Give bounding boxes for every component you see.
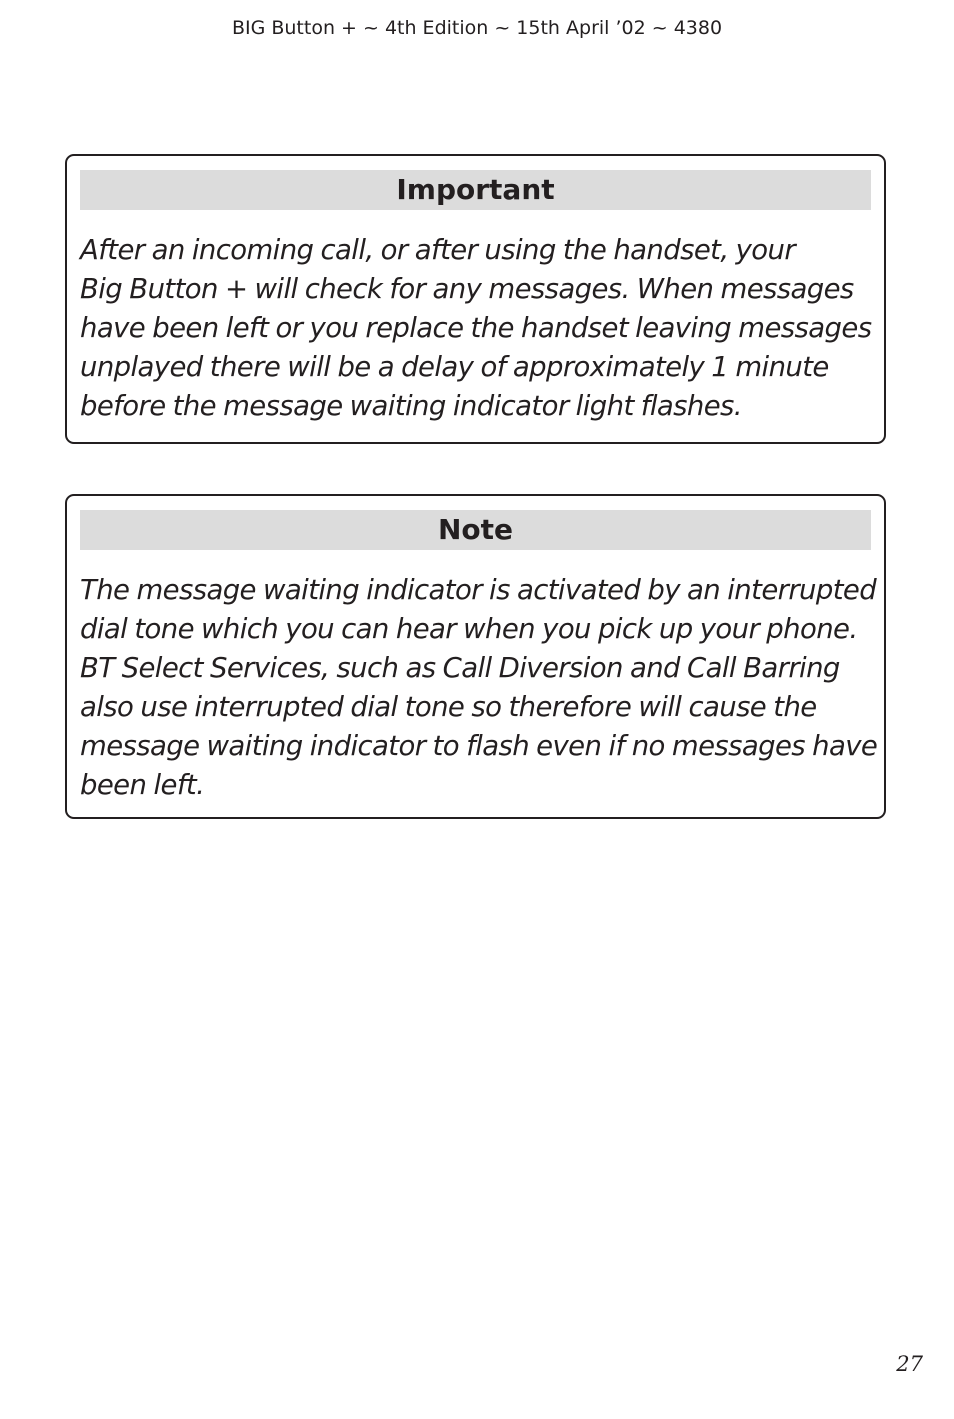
important-box-body — [80, 231, 871, 426]
note-box-line: dial tone which you can hear when you pick up your phone. — [80, 613, 858, 645]
note-box-title: Note — [80, 510, 871, 550]
running-header: BIG Button + ~ 4th Edition ~ 15th April ’02 ~ 4380 — [231, 17, 723, 39]
important-box-title: Important — [80, 170, 871, 210]
note-box-line: The message waiting indicator is activated by an interrupted — [80, 574, 877, 606]
note-box-line: been left. — [80, 769, 205, 801]
note-box-body — [80, 571, 878, 805]
note-box-line: also use interrupted dial tone so therefore will cause the — [80, 691, 817, 723]
important-box-line: unplayed there will be a delay of approximately 1 minute — [80, 351, 829, 383]
note-box-line: BT Select Services, such as Call Diversion and Call Barring — [80, 652, 840, 684]
important-box-line: Big Button + will check for any messages. When messages — [80, 273, 854, 305]
important-box — [65, 154, 886, 444]
important-box-line: before the message waiting indicator light flashes. — [80, 390, 742, 422]
page-number: 27 — [896, 1352, 923, 1376]
important-box-line: have been left or you replace the handset leaving messages — [80, 312, 872, 344]
important-box-line: After an incoming call, or after using the handset, your — [80, 234, 796, 266]
note-box — [65, 494, 886, 819]
note-box-line: message waiting indicator to flash even if no messages have — [80, 730, 878, 762]
